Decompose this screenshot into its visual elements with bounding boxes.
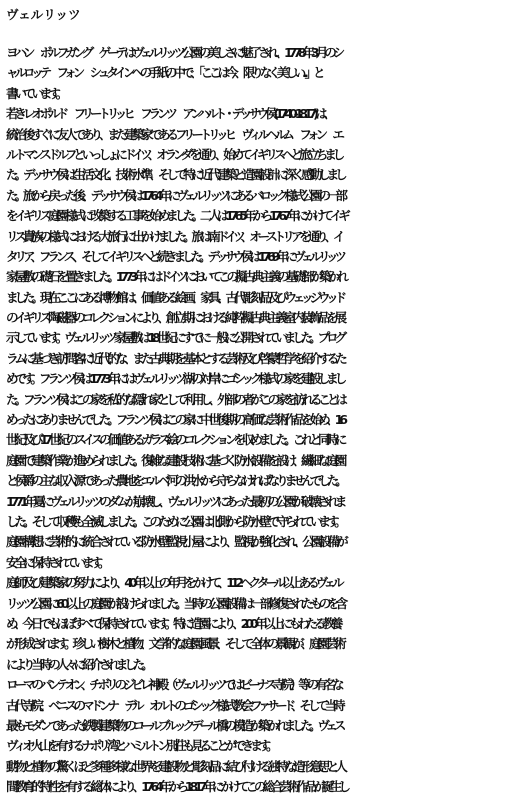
body-text-line: 古代寺院、ベニスのマドンナ デル オルトのゴシック様式教会ファサード、そして当時 xyxy=(6,697,342,713)
body-text-line: 世紀及び17世紀のスイスの価値あるガラス絵のコレクションを収めました。これと同時に xyxy=(6,432,344,448)
body-text-line: 家屋敷の礎石を置きました。1773年にはドイツにおいてこの擬古典主義の基礎部が築かれ xyxy=(6,269,345,285)
body-text-line: ローマのパンテオン、チボリのジビレ神殿（ヴェルリッツではビーナス寺院）等の有名な xyxy=(6,677,341,693)
body-text-line: めです。フランツ侯は1773年にはヴェルリッツ湖の対岸にゴシック様式の家を建設しまし xyxy=(6,371,344,387)
body-text-line: め、今日でもほぼすべて保持されています。特に造園により、200 年以上にもわたる教養 xyxy=(6,615,340,631)
document-page xyxy=(6,4,510,797)
body-text-line: ました。現在ここにある博物館は、価値ある絵画、家具、古代彫刻品及びウェッジウッド xyxy=(6,289,343,305)
body-text-line: ヨハン ボルフガング ゲーテはヴェルリッツ公園の美しさに魅了され、1778年3 月のシ xyxy=(6,45,342,60)
body-text-line: 1771年夏にヴェルリッツのダムが崩壊し、ヴェルリッツにあった最初の公園が破壊されま xyxy=(6,493,344,509)
document-body xyxy=(6,43,510,797)
body-text-line: た。旅から戻った後、デッサウ侯は1764年にヴェルリッツにあるバロック様式公園の一部 xyxy=(6,187,344,203)
body-text-line: リッツ公園に60以上の庭園が設けられました。当時の公園設備は一部修復されたものを含 xyxy=(6,595,345,611)
body-text-line: と侯爵の主な収入源であった農地をエルベ河の洪水から守らなければなりませんでした。 xyxy=(6,473,344,489)
body-text-line: た。デッサウ侯は生活文化、技術水準、そして特に近代建築と造園設計に深く感動しまし xyxy=(6,167,344,183)
body-text-line: 示しています。ヴェルリッツ家屋敷は18世紀にすでに一般に公開されていました。プログ xyxy=(6,330,343,346)
body-text-line: ヴィオ火山を有するナポリ湾とハミルトン別荘も見ることができます。 xyxy=(6,738,275,754)
body-text-line: 庭園構想に芸術的に統合されている防水壁監視小屋により、監視が強化され、公園設備が xyxy=(6,534,345,550)
body-text-line: た。フランツ侯はこの家を私的な隠れ家として利用し、外部の者がこの家を訪れることは xyxy=(6,391,344,407)
body-text-line: 庭師及び建築家の努力により、40年以上の年月をかけて、112 ヘクタール以上あるヴェル xyxy=(6,575,341,591)
body-text-line: 庭園で建築作業が進められました。復雑な建設技術に基づく防水設備を設け、繊細な庭園 xyxy=(6,452,344,468)
body-text-line: が形成されます。珍しい樹木と植物、文学的な庭園風景、そして全体の景観が、庭園芸術 xyxy=(6,636,343,652)
body-text-line: 最もモダンであった鉄製建築物のコールブルックデール橋の模造が築かれました。ヴェス xyxy=(6,717,343,733)
body-text-line: リス貴族の様式における大旅行に出かけました。旅は南ドイツ、オーストリアを通り、イ xyxy=(6,228,342,244)
body-text-line: めったにありませんでした。フランツ侯はこの家に中世後期の高価な芸術作品を始め、16 xyxy=(6,412,344,428)
body-text-line: 書いています。 xyxy=(6,85,65,101)
body-text-line: により当時の人々に紹介されました。 xyxy=(6,656,150,672)
body-text-line: 動物と植物の驚くほど多種多様な世界を建設物と彫刻品に結び付ける独特な造形意思と人 xyxy=(6,758,344,774)
body-text-line: した。そして収穫も全滅しました。このために公園は北側から防水壁で守られています。 xyxy=(6,513,343,529)
body-text-line: 統治後すぐに友人であり、また建築家であるフリートリッヒ ヴィルヘルム フォン エ xyxy=(6,126,341,142)
body-text-line: ャルロッテ フォン シュタインへの手紙の中で、「ここは今、限りなく美しい....」と xyxy=(6,65,322,81)
body-text-line: ラムに基づき訪問客に近代的な、また古典期を基本とする芸術及び啓蒙哲学を紹介するた xyxy=(6,350,344,366)
document-title: ヴェルリッツ xyxy=(6,7,81,22)
body-text-line: 間教育的特性を有する総体により、1764年から1817年にかけてこの総合芸術作品が誕生し xyxy=(6,779,347,795)
body-text-line: ルトマンスドルフといっしょにドイツ、オランダを通り、始めてイギリスへと旅立ちまし xyxy=(6,146,342,162)
body-text-line: をイギリス庭園様式に改築する工事を始めました。二人は1765年から1767年にかけてイギ xyxy=(6,208,347,224)
body-text-line: のイギリス陶磁器のコレクションにより、創立期における純粋擬古典主義室内装飾品を展 xyxy=(6,310,343,326)
body-text-line: 若きレオポルド フリートリッヒ フランツ アンハルト・デッサウ侯(1740-1817) は、 xyxy=(6,106,332,122)
body-text-line: 安全に保持されています。 xyxy=(6,554,107,570)
body-text-line: タリア、フランス、そしてイギリスへと続きました。デッサウ侯は1769年にヴェルリッツ xyxy=(6,248,343,264)
